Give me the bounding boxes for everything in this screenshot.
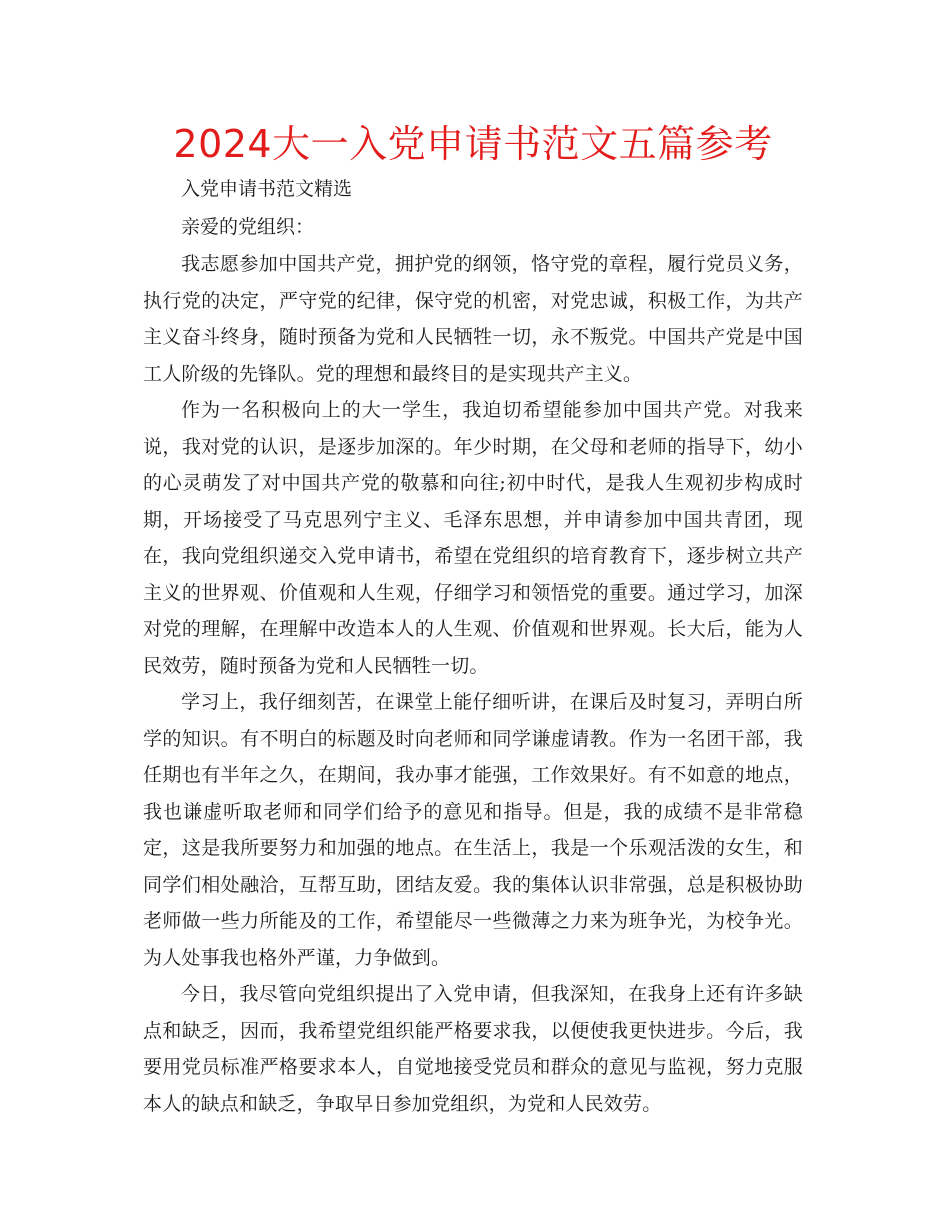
- document-title: 2024大一入党申请书范文五篇参考: [173, 122, 773, 166]
- document-page: [143, 118, 803, 1122]
- letter-salutation: 亲爱的党组织：: [181, 216, 315, 238]
- body-paragraph: 学习上，我仔细刻苦，在课堂上能仔细听讲，在课后及时复习，弄明白所学的知识。有不明白的标题及时向老师和同学谦虚请教。作为一名团干部，我任期也有半年之久，在期间，我办事才能强，工作效果好。有不如意的地点，我也谦虚听取老师和同学们给予的意见和指导。但是，我的成绩不是非常稳定，这是我所要努力和加强的地点。在生活上，我是一个乐观活泼的女生，和同学们相处融洽，互帮互助，团结友爱。我的集体认识非常强，总是积极协助老师做一些力所能及的工作，希望能尽一些微薄之力来为班争光，为校争光。为人处事我也格外严谨，力争做到。: [143, 691, 803, 969]
- body-paragraph: 今日，我尽管向党组织提出了入党申请，但我深知，在我身上还有许多缺点和缺乏，因而，我希望党组织能严格要求我，以便使我更快进步。今后，我要用党员标准严格要求本人，自觉地接受党员和群众的意见与监视，努力克服本人的缺点和缺乏，争取早日参加党组织，为党和人民效劳。: [143, 983, 803, 1115]
- body-paragraph: 作为一名积极向上的大一学生，我迫切希望能参加中国共产党。对我来说，我对党的认识，是逐步加深的。年少时期，在父母和老师的指导下，幼小的心灵萌发了对中国共产党的敬慕和向往;初中时代，是我人生观初步构成时期，开场接受了马克思列宁主义、毛泽东思想，并申请参加中国共青团，现在，我向党组织递交入党申请书，希望在党组织的培育教育下，逐步树立共产主义的世界观、价值观和人生观，仔细学习和领悟党的重要。通过学习，加深对党的理解，在理解中改造本人的人生观、价值观和世界观。长大后，能为人民效劳，随时预备为党和人民牺牲一切。: [143, 399, 803, 677]
- document-subheading: 入党申请书范文精选: [181, 178, 353, 200]
- body-paragraph: 我志愿参加中国共产党，拥护党的纲领，恪守党的章程，履行党员义务，执行党的决定，严守党的纪律，保守党的机密，对党忠诚，积极工作，为共产主义奋斗终身，随时预备为党和人民牺牲一切，永不叛党。中国共产党是中国工人阶级的先锋队。党的理想和最终目的是实现共产主义。: [143, 253, 803, 385]
